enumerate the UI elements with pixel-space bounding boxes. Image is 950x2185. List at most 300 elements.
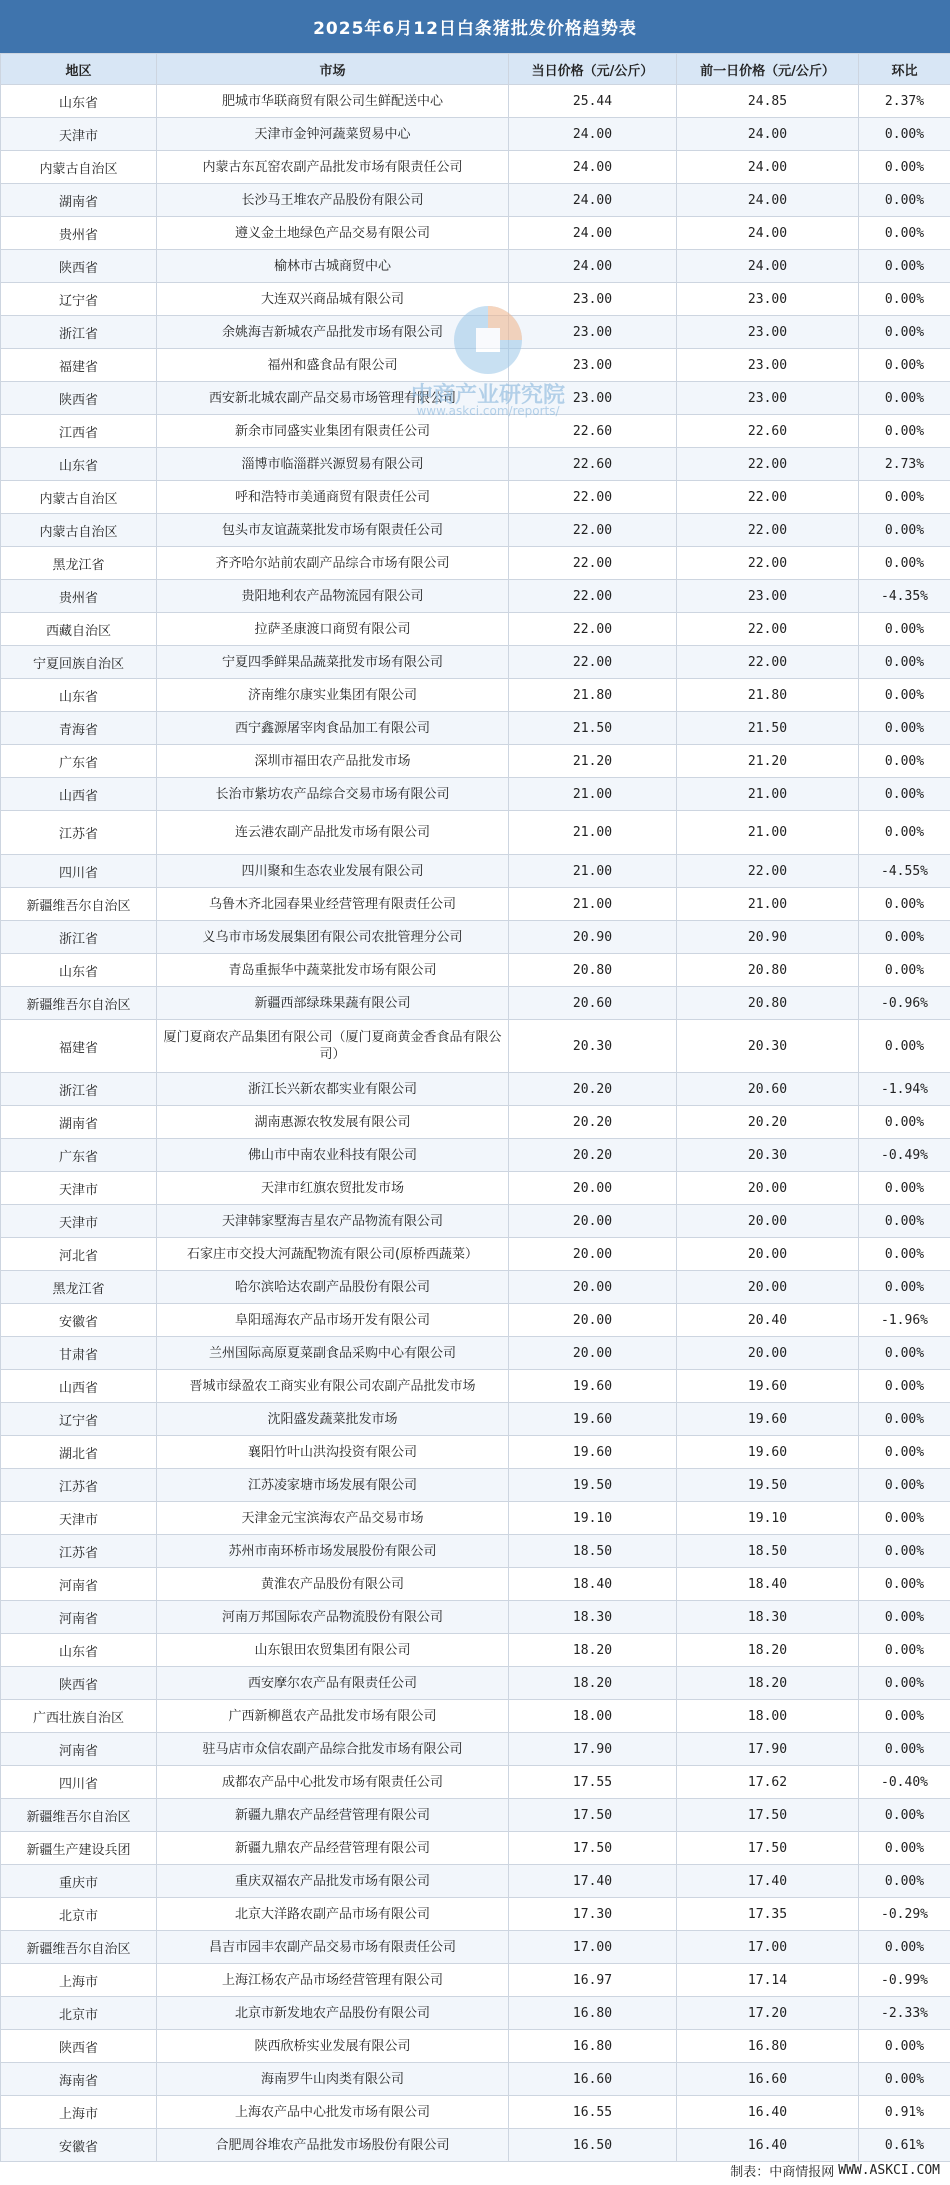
cell-today-price: 19.60	[509, 1436, 677, 1469]
cell-change: 0.00%	[859, 1337, 950, 1370]
cell-prev-price: 19.60	[677, 1403, 859, 1436]
cell-prev-price: 21.00	[677, 811, 859, 855]
cell-today-price: 18.20	[509, 1634, 677, 1667]
cell-region: 天津市	[1, 1172, 157, 1205]
cell-market: 厦门夏商农产品集团有限公司（厦门夏商黄金香食品有限公司）	[157, 1020, 509, 1073]
cell-region: 浙江省	[1, 316, 157, 349]
cell-change: 0.00%	[859, 1865, 950, 1898]
cell-change: 0.00%	[859, 118, 950, 151]
column-header-today-price: 当日价格（元/公斤）	[509, 54, 677, 85]
cell-today-price: 22.60	[509, 448, 677, 481]
cell-today-price: 25.44	[509, 85, 677, 118]
table-row	[1, 987, 950, 1020]
table-row	[1, 1502, 950, 1535]
cell-prev-price: 21.00	[677, 778, 859, 811]
cell-market: 西宁鑫源屠宰肉食品加工有限公司	[157, 712, 509, 745]
table-row	[1, 349, 950, 382]
cell-region: 江苏省	[1, 1469, 157, 1502]
cell-change: 0.00%	[859, 679, 950, 712]
cell-today-price: 20.20	[509, 1139, 677, 1172]
cell-market: 合肥周谷堆农产品批发市场股份有限公司	[157, 2129, 509, 2162]
cell-today-price: 21.50	[509, 712, 677, 745]
cell-prev-price: 24.00	[677, 250, 859, 283]
cell-market: 成都农产品中心批发市场有限责任公司	[157, 1766, 509, 1799]
cell-market: 深圳市福田农产品批发市场	[157, 745, 509, 778]
cell-market: 上海江杨农产品市场经营管理有限公司	[157, 1964, 509, 1997]
cell-region: 浙江省	[1, 921, 157, 954]
table-row	[1, 888, 950, 921]
cell-region: 新疆维吾尔自治区	[1, 888, 157, 921]
cell-market: 乌鲁木齐北园春果业经营管理有限责任公司	[157, 888, 509, 921]
cell-region: 辽宁省	[1, 283, 157, 316]
cell-market: 北京大洋路农副产品市场有限公司	[157, 1898, 509, 1931]
cell-region: 天津市	[1, 118, 157, 151]
cell-region: 海南省	[1, 2063, 157, 2096]
cell-today-price: 23.00	[509, 349, 677, 382]
cell-prev-price: 20.00	[677, 1337, 859, 1370]
cell-change: 0.00%	[859, 481, 950, 514]
cell-change: 2.73%	[859, 448, 950, 481]
cell-prev-price: 20.80	[677, 954, 859, 987]
cell-market: 哈尔滨哈达农副产品股份有限公司	[157, 1271, 509, 1304]
cell-prev-price: 21.00	[677, 888, 859, 921]
cell-prev-price: 16.40	[677, 2096, 859, 2129]
footer	[0, 2155, 950, 2185]
cell-today-price: 20.90	[509, 921, 677, 954]
cell-change: 0.00%	[859, 712, 950, 745]
table-row	[1, 1799, 950, 1832]
cell-today-price: 21.00	[509, 888, 677, 921]
table-row	[1, 1865, 950, 1898]
cell-change: -0.49%	[859, 1139, 950, 1172]
table-row	[1, 2096, 950, 2129]
cell-change: 0.00%	[859, 1172, 950, 1205]
cell-prev-price: 20.30	[677, 1020, 859, 1073]
table-row	[1, 184, 950, 217]
cell-region: 江西省	[1, 415, 157, 448]
cell-today-price: 20.00	[509, 1304, 677, 1337]
table-row	[1, 1469, 950, 1502]
cell-market: 拉萨圣康渡口商贸有限公司	[157, 613, 509, 646]
cell-today-price: 20.20	[509, 1073, 677, 1106]
table-row	[1, 1832, 950, 1865]
cell-region: 山东省	[1, 1634, 157, 1667]
cell-change: 0.00%	[859, 1502, 950, 1535]
cell-change: 0.00%	[859, 415, 950, 448]
table-row	[1, 481, 950, 514]
table-row	[1, 613, 950, 646]
cell-today-price: 16.50	[509, 2129, 677, 2162]
table-row	[1, 745, 950, 778]
cell-market: 天津韩家墅海吉星农产品物流有限公司	[157, 1205, 509, 1238]
cell-today-price: 19.10	[509, 1502, 677, 1535]
table-row	[1, 1106, 950, 1139]
cell-region: 湖南省	[1, 184, 157, 217]
table-row	[1, 1601, 950, 1634]
cell-market: 齐齐哈尔站前农副产品综合市场有限公司	[157, 547, 509, 580]
cell-change: 0.00%	[859, 613, 950, 646]
table-row	[1, 1700, 950, 1733]
cell-change: 0.00%	[859, 217, 950, 250]
cell-today-price: 21.80	[509, 679, 677, 712]
cell-today-price: 16.80	[509, 1997, 677, 2030]
cell-change: 0.91%	[859, 2096, 950, 2129]
table-row	[1, 1337, 950, 1370]
column-header-market: 市场	[157, 54, 509, 85]
cell-market: 新疆西部绿珠果蔬有限公司	[157, 987, 509, 1020]
cell-today-price: 17.00	[509, 1931, 677, 1964]
table-row	[1, 316, 950, 349]
cell-today-price: 24.00	[509, 118, 677, 151]
cell-region: 黑龙江省	[1, 1271, 157, 1304]
cell-today-price: 17.50	[509, 1832, 677, 1865]
cell-change: 0.00%	[859, 349, 950, 382]
cell-region: 广西壮族自治区	[1, 1700, 157, 1733]
table-row	[1, 415, 950, 448]
cell-prev-price: 22.00	[677, 613, 859, 646]
cell-region: 四川省	[1, 1766, 157, 1799]
cell-change: 0.00%	[859, 1469, 950, 1502]
cell-region: 河北省	[1, 1238, 157, 1271]
cell-market: 浙江长兴新农都实业有限公司	[157, 1073, 509, 1106]
cell-region: 内蒙古自治区	[1, 481, 157, 514]
cell-today-price: 16.60	[509, 2063, 677, 2096]
cell-market: 黄淮农产品股份有限公司	[157, 1568, 509, 1601]
cell-today-price: 20.00	[509, 1271, 677, 1304]
cell-prev-price: 20.40	[677, 1304, 859, 1337]
table-row	[1, 921, 950, 954]
table-row	[1, 118, 950, 151]
cell-market: 长沙马王堆农产品股份有限公司	[157, 184, 509, 217]
table-row	[1, 1020, 950, 1073]
cell-today-price: 22.00	[509, 613, 677, 646]
cell-prev-price: 22.00	[677, 855, 859, 888]
column-header-region: 地区	[1, 54, 157, 85]
cell-prev-price: 20.60	[677, 1073, 859, 1106]
cell-today-price: 21.00	[509, 855, 677, 888]
table-row	[1, 514, 950, 547]
cell-prev-price: 23.00	[677, 382, 859, 415]
table-header-row	[1, 54, 950, 85]
cell-prev-price: 17.20	[677, 1997, 859, 2030]
cell-change: 0.00%	[859, 2063, 950, 2096]
table-row	[1, 1073, 950, 1106]
cell-market: 江苏凌家塘市场发展有限公司	[157, 1469, 509, 1502]
cell-region: 上海市	[1, 1964, 157, 1997]
cell-prev-price: 24.00	[677, 151, 859, 184]
cell-market: 兰州国际高原夏菜副食品采购中心有限公司	[157, 1337, 509, 1370]
cell-prev-price: 20.80	[677, 987, 859, 1020]
cell-region: 山东省	[1, 679, 157, 712]
cell-change: 0.00%	[859, 1436, 950, 1469]
cell-prev-price: 23.00	[677, 283, 859, 316]
cell-today-price: 23.00	[509, 382, 677, 415]
cell-region: 广东省	[1, 1139, 157, 1172]
cell-today-price: 16.80	[509, 2030, 677, 2063]
cell-today-price: 18.50	[509, 1535, 677, 1568]
table-row	[1, 855, 950, 888]
cell-today-price: 19.60	[509, 1403, 677, 1436]
cell-market: 新疆九鼎农产品经营管理有限公司	[157, 1799, 509, 1832]
cell-prev-price: 18.00	[677, 1700, 859, 1733]
cell-market: 新疆九鼎农产品经营管理有限公司	[157, 1832, 509, 1865]
cell-prev-price: 22.00	[677, 547, 859, 580]
cell-region: 陕西省	[1, 2030, 157, 2063]
table-row	[1, 1964, 950, 1997]
cell-market: 大连双兴商品城有限公司	[157, 283, 509, 316]
cell-prev-price: 18.50	[677, 1535, 859, 1568]
cell-market: 贵阳地利农产品物流园有限公司	[157, 580, 509, 613]
cell-prev-price: 17.00	[677, 1931, 859, 1964]
cell-change: 0.00%	[859, 1370, 950, 1403]
table-row	[1, 712, 950, 745]
cell-market: 晋城市绿盈农工商实业有限公司农副产品批发市场	[157, 1370, 509, 1403]
cell-change: 0.00%	[859, 1271, 950, 1304]
table-row	[1, 778, 950, 811]
cell-market: 陕西欣桥实业发展有限公司	[157, 2030, 509, 2063]
cell-change: 0.00%	[859, 1568, 950, 1601]
cell-today-price: 16.97	[509, 1964, 677, 1997]
cell-change: 0.00%	[859, 2030, 950, 2063]
cell-change: 0.00%	[859, 1733, 950, 1766]
cell-today-price: 20.00	[509, 1238, 677, 1271]
table-row	[1, 85, 950, 118]
cell-today-price: 17.50	[509, 1799, 677, 1832]
cell-today-price: 23.00	[509, 283, 677, 316]
cell-prev-price: 19.10	[677, 1502, 859, 1535]
cell-region: 北京市	[1, 1898, 157, 1931]
cell-region: 山东省	[1, 954, 157, 987]
cell-today-price: 17.30	[509, 1898, 677, 1931]
cell-region: 河南省	[1, 1733, 157, 1766]
table-row	[1, 1931, 950, 1964]
cell-prev-price: 22.00	[677, 448, 859, 481]
cell-region: 河南省	[1, 1601, 157, 1634]
cell-prev-price: 17.90	[677, 1733, 859, 1766]
cell-today-price: 18.30	[509, 1601, 677, 1634]
cell-change: 0.00%	[859, 1403, 950, 1436]
cell-market: 沈阳盛发蔬菜批发市场	[157, 1403, 509, 1436]
cell-change: -4.55%	[859, 855, 950, 888]
cell-region: 贵州省	[1, 217, 157, 250]
cell-prev-price: 22.00	[677, 481, 859, 514]
cell-prev-price: 24.00	[677, 217, 859, 250]
footer-site: WWW.ASKCI.COM	[838, 2162, 940, 2178]
cell-market: 海南罗牛山肉类有限公司	[157, 2063, 509, 2096]
cell-region: 江苏省	[1, 1535, 157, 1568]
cell-region: 山西省	[1, 778, 157, 811]
cell-change: 0.00%	[859, 1238, 950, 1271]
cell-prev-price: 17.62	[677, 1766, 859, 1799]
cell-prev-price: 21.80	[677, 679, 859, 712]
cell-today-price: 24.00	[509, 217, 677, 250]
cell-market: 榆林市古城商贸中心	[157, 250, 509, 283]
table-body	[1, 85, 950, 2162]
cell-change: 0.00%	[859, 1601, 950, 1634]
table-row	[1, 1766, 950, 1799]
table-row	[1, 646, 950, 679]
cell-region: 新疆生产建设兵团	[1, 1832, 157, 1865]
cell-change: 2.37%	[859, 85, 950, 118]
cell-change: 0.00%	[859, 283, 950, 316]
cell-market: 苏州市南环桥市场发展股份有限公司	[157, 1535, 509, 1568]
cell-region: 重庆市	[1, 1865, 157, 1898]
cell-change: 0.00%	[859, 250, 950, 283]
cell-change: -0.40%	[859, 1766, 950, 1799]
cell-market: 湖南惠源农牧发展有限公司	[157, 1106, 509, 1139]
cell-region: 河南省	[1, 1568, 157, 1601]
cell-region: 西藏自治区	[1, 613, 157, 646]
table-row	[1, 1997, 950, 2030]
cell-today-price: 21.00	[509, 778, 677, 811]
cell-change: 0.00%	[859, 547, 950, 580]
cell-market: 连云港农副产品批发市场有限公司	[157, 811, 509, 855]
table-row	[1, 283, 950, 316]
table-row	[1, 217, 950, 250]
table-row	[1, 679, 950, 712]
cell-market: 昌吉市园丰农副产品交易市场有限责任公司	[157, 1931, 509, 1964]
cell-today-price: 19.60	[509, 1370, 677, 1403]
cell-change: 0.00%	[859, 745, 950, 778]
cell-prev-price: 18.40	[677, 1568, 859, 1601]
cell-market: 青岛重振华中蔬菜批发市场有限公司	[157, 954, 509, 987]
cell-market: 北京市新发地农产品股份有限公司	[157, 1997, 509, 2030]
table-row	[1, 1535, 950, 1568]
cell-market: 河南万邦国际农产品物流股份有限公司	[157, 1601, 509, 1634]
cell-today-price: 23.00	[509, 316, 677, 349]
cell-today-price: 18.40	[509, 1568, 677, 1601]
cell-prev-price: 19.60	[677, 1370, 859, 1403]
cell-prev-price: 21.50	[677, 712, 859, 745]
cell-change: 0.00%	[859, 184, 950, 217]
cell-change: 0.00%	[859, 1667, 950, 1700]
cell-market: 襄阳竹叶山洪沟投资有限公司	[157, 1436, 509, 1469]
cell-market: 义乌市市场发展集团有限公司农批管理分公司	[157, 921, 509, 954]
cell-today-price: 20.00	[509, 1172, 677, 1205]
cell-region: 四川省	[1, 855, 157, 888]
cell-change: 0.00%	[859, 1700, 950, 1733]
cell-change: 0.00%	[859, 1205, 950, 1238]
cell-prev-price: 20.00	[677, 1271, 859, 1304]
cell-today-price: 22.00	[509, 646, 677, 679]
cell-prev-price: 23.00	[677, 349, 859, 382]
cell-prev-price: 24.00	[677, 118, 859, 151]
cell-region: 湖北省	[1, 1436, 157, 1469]
cell-today-price: 17.55	[509, 1766, 677, 1799]
cell-change: 0.00%	[859, 921, 950, 954]
cell-today-price: 22.00	[509, 481, 677, 514]
cell-change: -1.94%	[859, 1073, 950, 1106]
cell-market: 天津市红旗农贸批发市场	[157, 1172, 509, 1205]
cell-today-price: 20.30	[509, 1020, 677, 1073]
cell-prev-price: 18.20	[677, 1667, 859, 1700]
table-row	[1, 1667, 950, 1700]
table-row	[1, 151, 950, 184]
cell-today-price: 21.00	[509, 811, 677, 855]
cell-market: 新余市同盛实业集团有限责任公司	[157, 415, 509, 448]
table-row	[1, 1403, 950, 1436]
cell-market: 余姚海吉新城农产品批发市场有限公司	[157, 316, 509, 349]
cell-today-price: 20.00	[509, 1337, 677, 1370]
cell-region: 黑龙江省	[1, 547, 157, 580]
cell-prev-price: 17.35	[677, 1898, 859, 1931]
cell-prev-price: 17.50	[677, 1832, 859, 1865]
cell-change: 0.00%	[859, 1832, 950, 1865]
cell-change: 0.00%	[859, 1106, 950, 1139]
cell-region: 天津市	[1, 1502, 157, 1535]
cell-prev-price: 17.14	[677, 1964, 859, 1997]
cell-prev-price: 18.30	[677, 1601, 859, 1634]
cell-region: 陕西省	[1, 250, 157, 283]
table-row	[1, 1205, 950, 1238]
table-row	[1, 954, 950, 987]
cell-region: 北京市	[1, 1997, 157, 2030]
cell-prev-price: 22.00	[677, 646, 859, 679]
cell-region: 浙江省	[1, 1073, 157, 1106]
table-title: 2025年6月12日白条猪批发价格趋势表	[0, 0, 950, 53]
cell-region: 上海市	[1, 2096, 157, 2129]
cell-change: -4.35%	[859, 580, 950, 613]
cell-today-price: 21.20	[509, 745, 677, 778]
cell-today-price: 18.20	[509, 1667, 677, 1700]
cell-prev-price: 23.00	[677, 316, 859, 349]
cell-prev-price: 19.50	[677, 1469, 859, 1502]
table-row	[1, 1898, 950, 1931]
cell-market: 阜阳瑶海农产品市场开发有限公司	[157, 1304, 509, 1337]
cell-region: 广东省	[1, 745, 157, 778]
cell-region: 江苏省	[1, 811, 157, 855]
cell-market: 天津市金钟河蔬菜贸易中心	[157, 118, 509, 151]
cell-market: 包头市友谊蔬菜批发市场有限责任公司	[157, 514, 509, 547]
cell-change: -0.29%	[859, 1898, 950, 1931]
cell-market: 淄博市临淄群兴源贸易有限公司	[157, 448, 509, 481]
cell-prev-price: 18.20	[677, 1634, 859, 1667]
cell-today-price: 18.00	[509, 1700, 677, 1733]
table-row	[1, 1568, 950, 1601]
column-header-change: 环比	[859, 54, 950, 85]
cell-market: 石家庄市交投大河蔬配物流有限公司(原桥西蔬菜）	[157, 1238, 509, 1271]
cell-prev-price: 20.00	[677, 1238, 859, 1271]
cell-change: 0.00%	[859, 778, 950, 811]
cell-region: 辽宁省	[1, 1403, 157, 1436]
cell-prev-price: 24.00	[677, 184, 859, 217]
cell-market: 驻马店市众信农副产品综合批发市场有限公司	[157, 1733, 509, 1766]
cell-region: 天津市	[1, 1205, 157, 1238]
table-row	[1, 1304, 950, 1337]
cell-market: 肥城市华联商贸有限公司生鲜配送中心	[157, 85, 509, 118]
table-row	[1, 1139, 950, 1172]
cell-change: 0.00%	[859, 1634, 950, 1667]
cell-change: -0.96%	[859, 987, 950, 1020]
cell-region: 安徽省	[1, 1304, 157, 1337]
cell-change: 0.00%	[859, 646, 950, 679]
cell-today-price: 20.00	[509, 1205, 677, 1238]
cell-prev-price: 20.90	[677, 921, 859, 954]
cell-market: 重庆双福农产品批发市场有限公司	[157, 1865, 509, 1898]
cell-market: 天津金元宝滨海农产品交易市场	[157, 1502, 509, 1535]
cell-change: 0.00%	[859, 954, 950, 987]
footer-label: 制表：中商情报网	[730, 2164, 835, 2180]
table-row	[1, 2063, 950, 2096]
cell-change: 0.00%	[859, 382, 950, 415]
cell-prev-price: 22.00	[677, 514, 859, 547]
cell-region: 陕西省	[1, 382, 157, 415]
cell-today-price: 22.00	[509, 580, 677, 613]
cell-prev-price: 17.50	[677, 1799, 859, 1832]
cell-prev-price: 22.60	[677, 415, 859, 448]
cell-change: -1.96%	[859, 1304, 950, 1337]
cell-today-price: 20.20	[509, 1106, 677, 1139]
